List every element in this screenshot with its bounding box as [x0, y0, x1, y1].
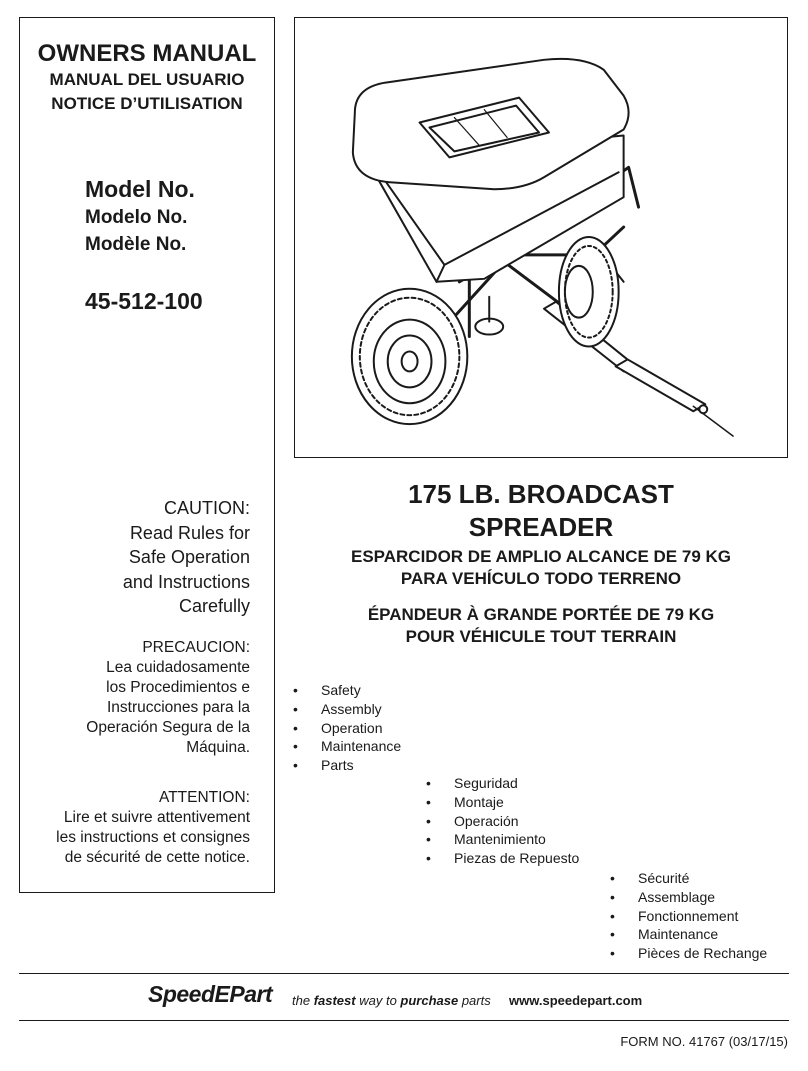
tagline-emphasis: fastest [313, 993, 356, 1008]
bullet-icon: • [610, 926, 615, 943]
list-item [293, 737, 401, 756]
tagline-part: way to [355, 993, 401, 1008]
tagline-part: the [292, 993, 314, 1008]
list-item-label: Maintenance [638, 926, 719, 943]
footer-divider-bottom [19, 1020, 789, 1021]
caution-es-line: los Procedimientos e [106, 679, 250, 696]
list-item-label: Operación [454, 812, 519, 829]
model-label-es: Modelo No. [85, 207, 188, 228]
bullet-icon: • [293, 738, 298, 755]
product-title [294, 478, 788, 544]
list-item-label: Operation [321, 719, 383, 736]
list-item-label: Pièces de Rechange [638, 945, 768, 962]
list-item [426, 830, 579, 849]
caution-es-line: PRECAUCION: [142, 639, 250, 656]
bullet-icon: • [426, 831, 431, 848]
manual-title-en: OWNERS MANUAL [37, 40, 257, 67]
website-link[interactable]: www.speedepart.com [509, 993, 643, 1008]
list-item-label: Fonctionnement [638, 907, 739, 924]
caution-en [123, 496, 250, 619]
product-title-es-line: ESPARCIDOR DE AMPLIO ALCANCE DE 79 KG [350, 547, 732, 566]
list-item [293, 681, 401, 700]
product-title-fr-line: ÉPANDEUR À GRANDE PORTÉE DE 79 KG [367, 605, 715, 624]
manual-title-es: MANUAL DEL USUARIO [49, 70, 245, 89]
form-number: FORM NO. 41767 (03/17/15) [620, 1034, 788, 1049]
list-item-label: Montaje [454, 793, 504, 810]
caution-fr-line: de sécurité de cette notice. [64, 849, 250, 866]
list-item [610, 944, 767, 963]
product-title-line: 175 LB. BROADCAST [408, 479, 674, 509]
list-item [426, 812, 579, 831]
list-item [426, 793, 579, 812]
product-title-es-line: PARA VEHÍCULO TODO TERRENO [400, 569, 682, 588]
left-panel [19, 17, 275, 893]
bullet-icon: • [426, 793, 431, 810]
caution-en-line: Carefully [178, 596, 250, 616]
model-label-fr: Modèle No. [85, 234, 187, 255]
contents-list-en [293, 681, 401, 775]
list-item [293, 700, 401, 719]
caution-es-line: Máquina. [186, 739, 250, 756]
list-item-label: Safety [321, 682, 361, 698]
product-title-fr [294, 604, 788, 648]
tagline-part: parts [458, 993, 491, 1008]
list-item-label: Assembly [321, 700, 382, 717]
model-number: 45-512-100 [85, 288, 203, 314]
tagline [292, 993, 491, 1008]
bullet-icon: • [426, 812, 431, 829]
list-item [610, 907, 767, 926]
caution-fr [56, 788, 250, 868]
bullet-icon: • [293, 700, 298, 717]
speedepart-logo: SpeedEPart [148, 981, 273, 1007]
list-item-label: Parts [321, 757, 354, 774]
list-item-label: Assemblage [638, 888, 716, 905]
bullet-icon: • [426, 775, 431, 791]
list-item [610, 888, 767, 907]
spreader-illustration [295, 18, 787, 457]
list-item-label: Seguridad [454, 775, 518, 791]
caution-en-line: CAUTION: [163, 498, 250, 518]
list-item-label: Mantenimiento [454, 831, 546, 848]
bullet-icon: • [610, 945, 615, 962]
caution-es-line: Operación Segura de la [86, 719, 250, 736]
caution-fr-line: les instructions et consignes [56, 829, 250, 846]
caution-en-line: Read Rules for [129, 522, 250, 543]
list-item [426, 849, 579, 868]
caution-es [86, 638, 250, 758]
bullet-icon: • [610, 907, 615, 924]
product-title-fr-line: POUR VÉHICULE TOUT TERRAIN [405, 627, 677, 646]
caution-en-line: and Instructions [122, 571, 250, 592]
model-label-en: Model No. [85, 176, 195, 202]
manual-title-fr: NOTICE D’UTILISATION [51, 94, 243, 113]
list-item [610, 869, 767, 888]
bullet-icon: • [293, 757, 298, 774]
caution-en-line: Safe Operation [128, 547, 250, 567]
tagline-emphasis: purchase [400, 993, 459, 1008]
list-item-label: Maintenance [321, 738, 402, 755]
list-item [426, 774, 579, 793]
bullet-icon: • [610, 888, 615, 905]
contents-list-es [426, 774, 579, 868]
list-item-label: Piezas de Repuesto [454, 850, 580, 867]
list-item [293, 719, 401, 738]
product-title-es [294, 546, 788, 590]
caution-es-line: Lea cuidadosamente [106, 659, 250, 676]
bullet-icon: • [293, 719, 298, 736]
contents-list-fr [610, 869, 767, 963]
list-item [610, 925, 767, 944]
bullet-icon: • [426, 850, 431, 867]
product-title-line: SPREADER [468, 512, 614, 542]
caution-fr-line: ATTENTION: [159, 789, 250, 806]
bullet-icon: • [293, 682, 298, 698]
list-item [293, 756, 401, 775]
product-image-frame [294, 17, 788, 458]
caution-es-line: Instrucciones para la [106, 699, 250, 716]
caution-fr-line: Lire et suivre attentivement [63, 809, 250, 826]
footer-divider-top [19, 973, 789, 974]
list-item-label: Sécurité [638, 870, 690, 886]
bullet-icon: • [610, 870, 615, 886]
